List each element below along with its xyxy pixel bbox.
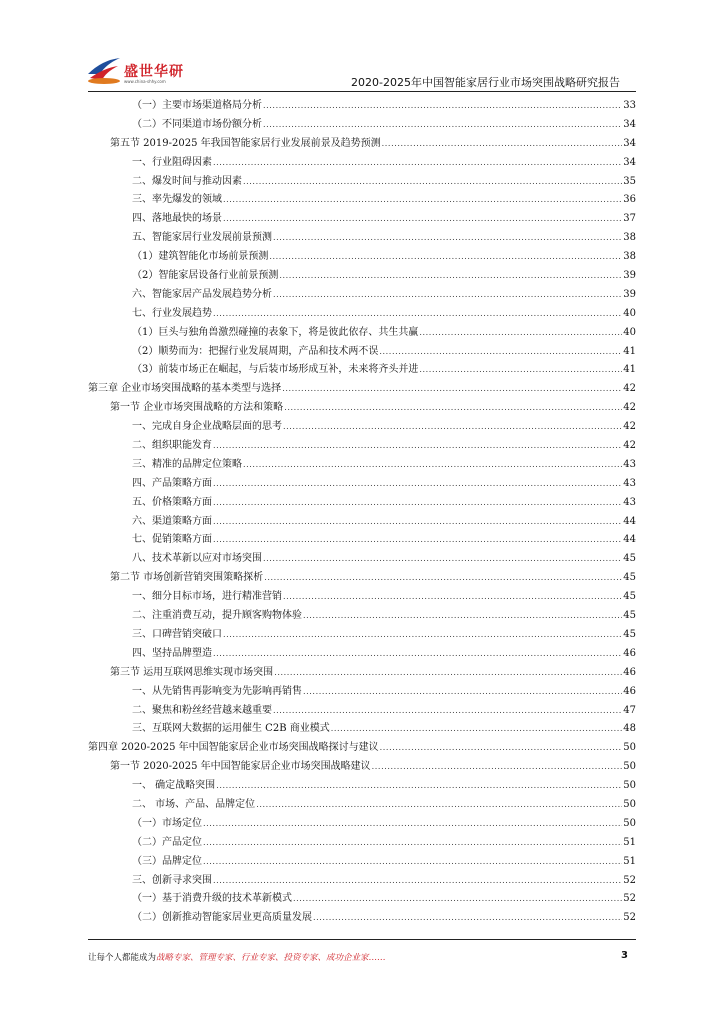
toc-entry-page: 41 (623, 345, 636, 357)
toc-dot-leader (282, 380, 622, 399)
toc-dot-leader (273, 702, 622, 721)
toc-entry-page: 51 (623, 836, 636, 848)
toc-entry-title: 一、细分目标市场，进行精准营销 (132, 591, 282, 603)
toc-entry-page: 43 (623, 458, 636, 470)
header-divider (88, 91, 636, 92)
toc-entry-title: 三、互联网大数据的运用催生 C2B 商业模式 (132, 723, 330, 735)
toc-entry-page: 50 (623, 780, 636, 792)
toc-entry[interactable] (88, 456, 636, 475)
toc-entry-title: 三、口碑营销突破口 (132, 628, 222, 640)
toc-dot-leader (256, 796, 622, 815)
toc-entry[interactable] (88, 872, 636, 891)
toc-entry-title: （三）品牌定位 (132, 855, 202, 867)
toc-entry[interactable] (88, 380, 636, 399)
toc-entry[interactable] (88, 834, 636, 853)
toc-dot-leader (283, 588, 622, 607)
toc-entry-page: 39 (623, 288, 636, 300)
toc-entry-title: 六、智能家居产品发展趋势分析 (132, 288, 272, 300)
toc-dot-leader (213, 154, 622, 173)
toc-entry-page: 45 (623, 553, 636, 565)
toc-dot-leader (223, 626, 622, 645)
toc-dot-leader (263, 97, 622, 116)
toc-entry-page: 38 (623, 232, 636, 244)
toc-dot-leader (203, 815, 622, 834)
toc-entry-title: 二、聚焦和粉丝经营越来越重要 (132, 704, 272, 716)
toc-entry[interactable] (88, 248, 636, 267)
toc-entry[interactable] (88, 437, 636, 456)
toc-entry[interactable] (88, 909, 636, 928)
toc-entry[interactable] (88, 853, 636, 872)
toc-entry-title: （一）基于消费升级的技术革新模式 (132, 893, 292, 905)
toc-entry-title: 七、促销策略方面 (132, 534, 212, 546)
toc-entry[interactable] (88, 815, 636, 834)
toc-entry[interactable] (88, 154, 636, 173)
toc-entry-title: 三、创新寻求突围 (132, 874, 212, 886)
toc-entry[interactable] (88, 550, 636, 569)
toc-dot-leader (263, 116, 622, 135)
toc-entry-title: 第四章 2020-2025 年中国智能家居企业市场突围战略探讨与建议 (88, 742, 379, 754)
toc-entry[interactable] (88, 777, 636, 796)
toc-entry-page: 45 (623, 628, 636, 640)
toc-entry-page: 50 (623, 742, 636, 754)
toc-entry-title: 第一节 2020-2025 年中国智能家居企业市场突围战略建议 (110, 761, 371, 773)
toc-entry-title: 第一节 企业市场突围战略的方法和策略 (110, 402, 284, 414)
toc-entry-page: 39 (623, 270, 636, 282)
toc-entry-title: （一）主要市场渠道格局分析 (132, 100, 262, 111)
toc-entry[interactable] (88, 494, 636, 513)
toc-entry-page: 40 (623, 326, 636, 338)
footer-slogan (88, 951, 386, 963)
toc-entry-title: （二）产品定位 (132, 836, 202, 848)
toc-entry-page: 46 (623, 685, 636, 697)
toc-entry-title: （二）不同渠道市场份额分析 (132, 118, 262, 130)
toc-entry-page: 46 (623, 647, 636, 659)
toc-entry[interactable] (88, 796, 636, 815)
toc-entry-page: 34 (623, 156, 636, 168)
toc-entry-page: 34 (623, 137, 636, 149)
toc-dot-leader (419, 324, 622, 343)
toc-entry-title: 二、 市场、产品、品牌定位 (132, 798, 256, 810)
toc-entry-title: 五、智能家居行业发展前景预测 (132, 232, 272, 244)
toc-entry-page: 42 (623, 402, 636, 414)
toc-dot-leader (213, 645, 622, 664)
toc-dot-leader (213, 494, 622, 513)
toc-dot-leader (382, 135, 623, 154)
toc-entry-title: 第三章 企业市场突围战略的基本类型与选择 (88, 383, 282, 395)
toc-entry[interactable] (88, 720, 636, 739)
toc-entry-page: 48 (623, 723, 636, 735)
toc-entry-page: 42 (623, 421, 636, 433)
toc-entry-title: 七、行业发展趋势 (132, 307, 212, 319)
toc-dot-leader (274, 664, 622, 683)
toc-entry[interactable] (88, 343, 636, 362)
toc-entry[interactable] (88, 173, 636, 192)
toc-entry[interactable] (88, 683, 636, 702)
toc-entry-title: 二、组织职能发育 (132, 440, 212, 452)
toc-entry-page: 44 (623, 534, 636, 546)
toc-dot-leader (264, 569, 622, 588)
toc-entry-page: 50 (623, 817, 636, 829)
toc-entry-page: 52 (623, 874, 636, 886)
toc-dot-leader (213, 531, 622, 550)
toc-entry[interactable] (88, 97, 636, 116)
toc-entry[interactable] (88, 135, 636, 154)
toc-entry[interactable] (88, 267, 636, 286)
toc-entry[interactable] (88, 758, 636, 777)
toc-dot-leader (372, 758, 623, 777)
table-of-contents (88, 97, 636, 928)
toc-entry-page: 44 (623, 515, 636, 527)
toc-dot-leader (380, 739, 623, 758)
toc-entry-title: （二）创新推动智能家居业更高质量发展 (132, 912, 312, 924)
toc-dot-leader (213, 513, 622, 532)
toc-dot-leader (263, 550, 622, 569)
toc-entry[interactable] (88, 513, 636, 532)
toc-entry-title: 四、坚持品牌塑造 (132, 647, 212, 659)
toc-entry-page: 33 (623, 100, 636, 111)
toc-entry[interactable] (88, 645, 636, 664)
toc-entry-page: 46 (623, 666, 636, 678)
toc-entry-title: 一、 确定战略突围 (132, 780, 216, 792)
toc-entry-title: 第二节 市场创新营销突围策略探析 (110, 572, 264, 584)
toc-entry-title: 三、精准的品牌定位策略 (132, 458, 242, 470)
toc-entry-page: 52 (623, 912, 636, 924)
page-number: 3 (621, 950, 628, 961)
toc-entry[interactable] (88, 418, 636, 437)
toc-entry[interactable] (88, 116, 636, 135)
toc-entry[interactable] (88, 890, 636, 909)
toc-entry[interactable] (88, 607, 636, 626)
toc-entry-page: 42 (623, 383, 636, 395)
toc-dot-leader (213, 475, 622, 494)
toc-entry-page: 45 (623, 591, 636, 603)
toc-entry-title: 四、产品策略方面 (132, 477, 212, 489)
toc-dot-leader (203, 853, 622, 872)
toc-entry-title: 五、价格策略方面 (132, 496, 212, 508)
toc-entry-title: 六、渠道策略方面 (132, 515, 212, 527)
toc-entry-page: 45 (623, 572, 636, 584)
toc-entry-page: 52 (623, 893, 636, 905)
toc-entry[interactable] (88, 702, 636, 721)
toc-entry-page: 50 (623, 761, 636, 773)
toc-entry-title: 一、从先销售再影响变为先影响再销售 (132, 685, 302, 697)
toc-entry-title: 三、率先爆发的领域 (132, 194, 222, 206)
logo-emblem-icon (84, 52, 124, 86)
toc-dot-leader (303, 607, 622, 626)
toc-entry-title: 八、技术革新以应对市场突围 (132, 553, 262, 565)
toc-entry-title: 一、完成自身企业战略层面的思考 (132, 421, 282, 433)
toc-dot-leader (293, 890, 622, 909)
toc-entry-title: 第五节 2019-2025 年我国智能家居行业发展前景及趋势预测 (110, 137, 381, 149)
toc-dot-leader (223, 210, 622, 229)
toc-entry[interactable] (88, 229, 636, 248)
toc-entry-page: 45 (623, 610, 636, 622)
toc-dot-leader (379, 343, 622, 362)
toc-dot-leader (203, 834, 622, 853)
toc-entry-page: 36 (623, 194, 636, 206)
company-logo (84, 52, 194, 90)
toc-entry-title: 一、行业阻碍因素 (132, 156, 212, 168)
toc-entry-title: 四、落地最快的场景 (132, 213, 222, 225)
toc-entry-page: 43 (623, 477, 636, 489)
toc-entry[interactable] (88, 324, 636, 343)
toc-entry-page: 40 (623, 307, 636, 319)
toc-entry-page: 47 (623, 704, 636, 716)
toc-dot-leader (223, 191, 622, 210)
toc-entry-page: 38 (623, 251, 636, 263)
toc-dot-leader (243, 456, 622, 475)
toc-dot-leader (243, 173, 622, 192)
toc-entry-page: 37 (623, 213, 636, 225)
footer-slogan-highlight: 战略专家、管理专家、行业专家、投资专家、成功企业家…… (156, 953, 386, 963)
toc-dot-leader (313, 909, 622, 928)
toc-entry[interactable] (88, 664, 636, 683)
toc-dot-leader (284, 399, 622, 418)
logo-url: www.china-shhy.com (124, 79, 166, 84)
footer-slogan-prefix: 让每个人都能成为 (88, 953, 157, 963)
toc-entry-page: 51 (623, 855, 636, 867)
toc-entry-title: （1）巨头与独角兽激烈碰撞的表象下，将是彼此依存、共生共赢 (132, 326, 419, 338)
toc-dot-leader (283, 418, 622, 437)
toc-entry-page: 42 (623, 440, 636, 452)
toc-entry[interactable] (88, 305, 636, 324)
toc-entry[interactable] (88, 475, 636, 494)
toc-dot-leader (213, 437, 622, 456)
report-title: 2020-2025年中国智能家居行业市场突围战略研究报告 (351, 76, 620, 89)
toc-dot-leader (273, 286, 622, 305)
toc-entry[interactable] (88, 361, 636, 380)
toc-entry-title: 第三节 运用互联网思维实现市场突围 (110, 666, 274, 678)
toc-entry-title: 二、注重消费互动，提升顾客购物体验 (132, 610, 302, 622)
toc-dot-leader (213, 305, 622, 324)
toc-entry-page: 35 (623, 175, 636, 187)
toc-entry[interactable] (88, 191, 636, 210)
toc-entry[interactable] (88, 210, 636, 229)
toc-entry-title: （3）前装市场正在崛起，与后装市场形成互补，未来将齐头并进 (132, 364, 419, 376)
toc-dot-leader (279, 267, 622, 286)
toc-dot-leader (269, 248, 622, 267)
toc-dot-leader (419, 361, 622, 380)
toc-entry[interactable] (88, 286, 636, 305)
toc-entry-page: 43 (623, 496, 636, 508)
toc-entry-page: 41 (623, 364, 636, 376)
footer-divider (88, 939, 636, 940)
toc-entry[interactable] (88, 531, 636, 550)
toc-entry[interactable] (88, 569, 636, 588)
toc-dot-leader (303, 683, 622, 702)
toc-entry-title: （一）市场定位 (132, 817, 202, 829)
toc-entry-title: 二、爆发时间与推动因素 (132, 175, 242, 187)
toc-entry[interactable] (88, 739, 636, 758)
toc-dot-leader (331, 720, 623, 739)
toc-dot-leader (216, 777, 622, 796)
toc-entry[interactable] (88, 399, 636, 418)
logo-name: 盛世华研 (124, 64, 184, 80)
toc-entry-title: （2）顺势而为：把握行业发展周期，产品和技术两不误 (132, 345, 379, 357)
toc-entry-page: 34 (623, 118, 636, 130)
toc-dot-leader (213, 872, 622, 891)
toc-dot-leader (273, 229, 622, 248)
toc-entry-title: （2）智能家居设备行业前景预测 (132, 270, 279, 282)
toc-entry-title: （1）建筑智能化市场前景预测 (132, 251, 269, 263)
toc-entry-page: 50 (623, 798, 636, 810)
toc-entry[interactable] (88, 588, 636, 607)
toc-entry[interactable] (88, 626, 636, 645)
